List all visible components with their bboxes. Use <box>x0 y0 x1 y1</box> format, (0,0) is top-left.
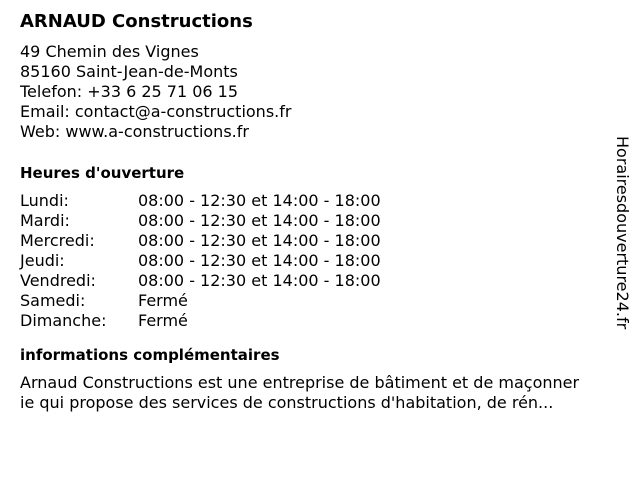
hours-row-sunday <box>20 311 612 331</box>
day-hours: 08:00 - 12:30 et 14:00 - 18:00 <box>138 231 381 250</box>
day-hours: 08:00 - 12:30 et 14:00 - 18:00 <box>138 211 381 230</box>
day-label: Samedi: <box>20 291 86 310</box>
hours-heading: Heures d'ouverture <box>20 164 185 182</box>
contact-block <box>20 42 612 142</box>
hours-row-friday <box>20 271 612 291</box>
day-label: Mercredi: <box>20 231 95 250</box>
day-label: Lundi: <box>20 191 69 210</box>
watermark-text: Horairesdouverture24.fr <box>613 136 632 330</box>
day-hours: Fermé <box>138 291 188 310</box>
hours-table <box>20 191 612 331</box>
hours-row-wednesday <box>20 231 612 251</box>
hours-row-saturday <box>20 291 612 311</box>
day-hours: 08:00 - 12:30 et 14:00 - 18:00 <box>138 271 381 290</box>
day-hours: 08:00 - 12:30 et 14:00 - 18:00 <box>138 191 381 210</box>
phone-line: Telefon: +33 6 25 71 06 15 <box>20 82 239 101</box>
day-label: Jeudi: <box>20 251 65 270</box>
web-line: Web: www.a-constructions.fr <box>20 122 249 141</box>
address-city: 85160 Saint-Jean-de-Monts <box>20 62 238 81</box>
company-name: ARNAUD Constructions <box>20 11 253 32</box>
hours-row-monday <box>20 191 612 211</box>
site-watermark <box>612 136 632 346</box>
email-line: Email: contact@a-constructions.fr <box>20 102 292 121</box>
day-hours: Fermé <box>138 311 188 330</box>
business-card <box>20 10 612 413</box>
info-heading: informations complémentaires <box>20 346 280 364</box>
day-hours: 08:00 - 12:30 et 14:00 - 18:00 <box>138 251 381 270</box>
day-label: Mardi: <box>20 211 70 230</box>
day-label: Vendredi: <box>20 271 96 290</box>
description-text: Arnaud Constructions est une entreprise de bâtiment et de maçonner ie qui propose des services de constructions d'habitation, de rén... <box>20 373 580 412</box>
hours-row-thursday <box>20 251 612 271</box>
address-street: 49 Chemin des Vignes <box>20 42 199 61</box>
hours-row-tuesday <box>20 211 612 231</box>
day-label: Dimanche: <box>20 311 107 330</box>
